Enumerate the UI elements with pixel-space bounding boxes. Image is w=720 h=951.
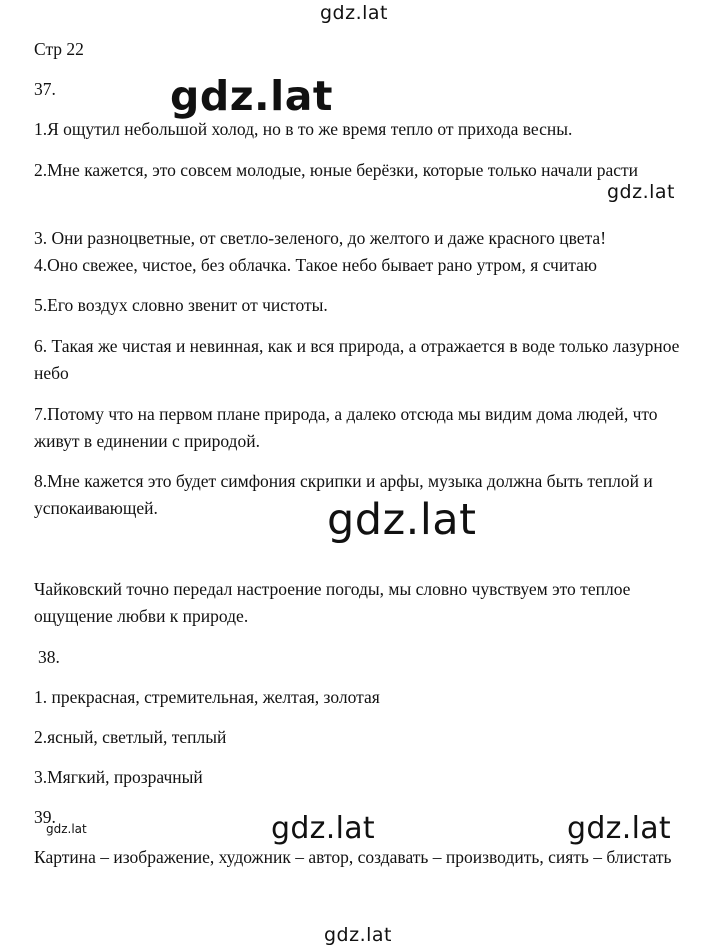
watermark-bottom-mid: gdz.lat [271, 811, 375, 846]
watermark-top: gdz.lat [320, 2, 389, 24]
answer-38-3: 3.Мягкий, прозрачный [34, 767, 203, 787]
exercise-38-number: 38. [38, 647, 60, 667]
answer-38-2: 2.ясный, светлый, теплый [34, 727, 227, 747]
answer-37-1: 1.Я ощутил небольшой холод, но в то же время тепло от прихода весны. [34, 119, 573, 139]
page-reference: Стр 22 [34, 39, 84, 59]
watermark-right-small: gdz.lat [607, 181, 676, 203]
exercise-37-number: 37. [34, 79, 56, 99]
answer-37-6: 6. Такая же чистая и невинная, как и вся природа, а отражается в воде только лазурное небо [34, 336, 680, 383]
watermark-bold-top: gdz.lat [170, 72, 333, 120]
answer-37-2: 2.Мне кажется, это совсем молодые, юные берёзки, которые только начали расти [34, 160, 639, 180]
watermark-bottom: gdz.lat [324, 924, 393, 946]
answer-39: Картина – изображение, художник – автор, создавать – производить, сиять – блистать [34, 847, 672, 867]
answer-37-8: 8.Мне кажется это будет симфония скрипки и арфы, музыка должна быть теплой и успокаивающей. [34, 471, 653, 518]
answer-37-5: 5.Его воздух словно звенит от чистоты. [34, 295, 328, 315]
watermark-center: gdz.lat [327, 495, 477, 545]
summary-text: Чайковский точно передал настроение погоды, мы словно чувствуем это теплое ощущение любви к природе. [34, 579, 631, 626]
answer-37-4: 4.Оно свежее, чистое, без облачка. Такое небо бывает рано утром, я считаю [34, 255, 597, 275]
exercise-39-number: 39. [34, 807, 56, 827]
watermark-bottom-left-tiny: gdz.lat [46, 822, 87, 836]
answer-37-3: 3. Они разноцветные, от светло-зеленого, до желтого и даже красного цвета! [34, 228, 607, 248]
answer-38-1: 1. прекрасная, стремительная, желтая, золотая [34, 687, 380, 707]
watermark-bottom-right: gdz.lat [567, 811, 671, 846]
answer-37-7: 7.Потому что на первом плане природа, а далеко отсюда мы видим дома людей, что живут в единении с природой. [34, 404, 658, 451]
